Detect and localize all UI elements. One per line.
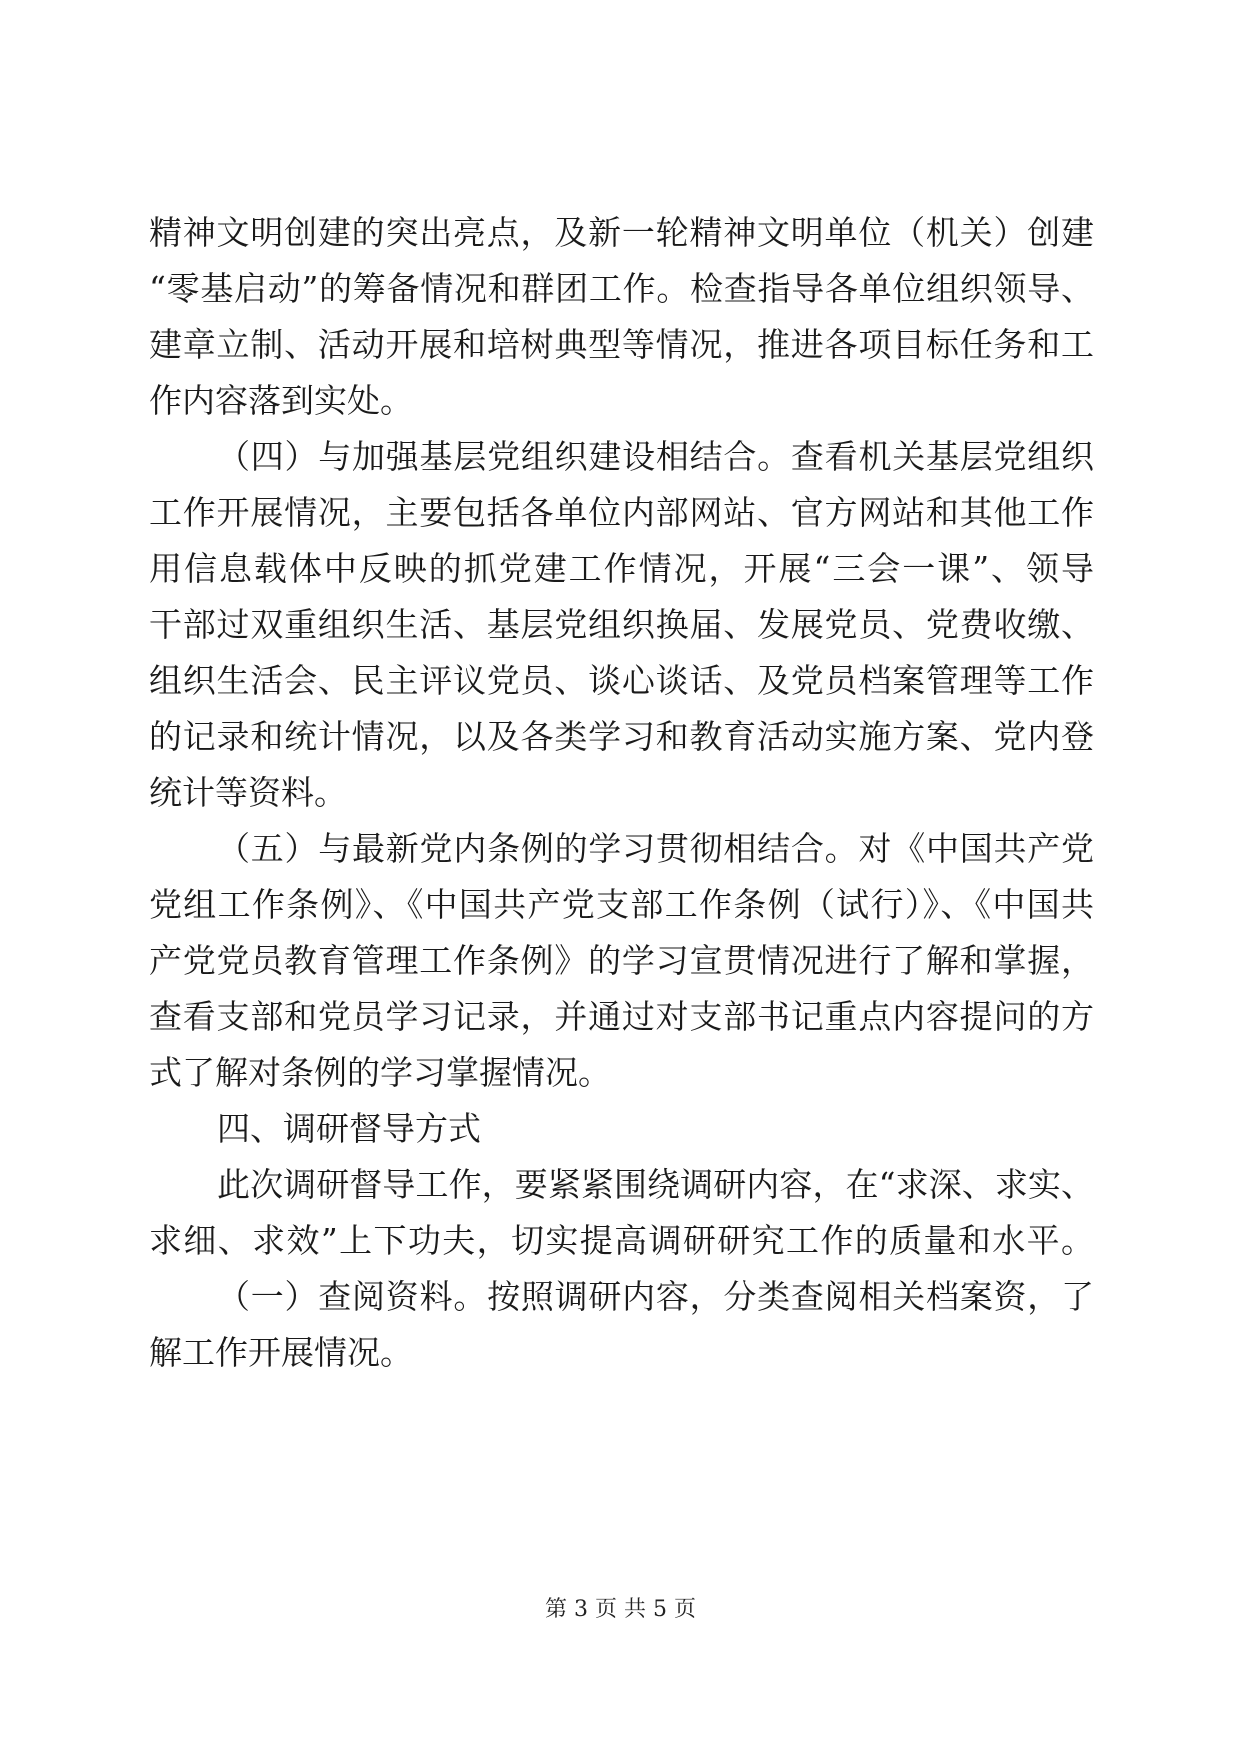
section-title: 四、调研督导方式 [217,1109,481,1148]
text-line: 此次调研督导工作，要紧紧围绕调研内容，在“求深、求实、 [217,1165,1094,1204]
text-line: 统计等资料。 [149,773,347,812]
text-line: 用信息载体中反映的抓党建工作情况，开展“三会一课”、领导 [149,549,1094,588]
page-number-footer: 第 3 页 共 5 页 [545,1597,696,1622]
text-line: 查看支部和党员学习记录，并通过对支部书记重点内容提问的方 [149,997,1094,1036]
text-line: 求细、求效”上下功夫，切实提高调研研究工作的质量和水平。 [149,1221,1094,1260]
subsection-heading-1: （一）查阅资料。按照调研内容，分类查阅相关档案资，了 [217,1277,1094,1316]
section-heading-4: （四）与加强基层党组织建设相结合。查看机关基层党组织 [217,437,1094,476]
text-line: 工作开展情况，主要包括各单位内部网站、官方网站和其他工作 [149,493,1094,532]
text-line: 作内容落到实处。 [149,381,413,420]
section-heading-5: （五）与最新党内条例的学习贯彻相结合。对《中国共产党 [217,829,1094,868]
text-line: 组织生活会、民主评议党员、谈心谈话、及党员档案管理等工作 [149,661,1094,700]
text-line: 的记录和统计情况，以及各类学习和教育活动实施方案、党内登 [149,717,1094,756]
text-line: 干部过双重组织生活、基层党组织换届、发展党员、党费收缴、 [149,605,1094,644]
text-line: 式了解对条例的学习掌握情况。 [149,1053,611,1092]
text-line: 建章立制、活动开展和培树典型等情况，推进各项目标任务和工 [149,325,1094,364]
text-line: “零基启动”的筹备情况和群团工作。检查指导各单位组织领导、 [149,269,1094,308]
text-line: 产党党员教育管理工作条例》的学习宣贯情况进行了解和掌握， [149,941,1094,980]
text-line: 党组工作条例》、《中国共产党支部工作条例（试行）》、《中国共 [149,885,1094,924]
text-line: 解工作开展情况。 [149,1333,413,1372]
text-line: 精神文明创建的突出亮点，及新一轮精神文明单位（机关）创建 [149,213,1094,252]
